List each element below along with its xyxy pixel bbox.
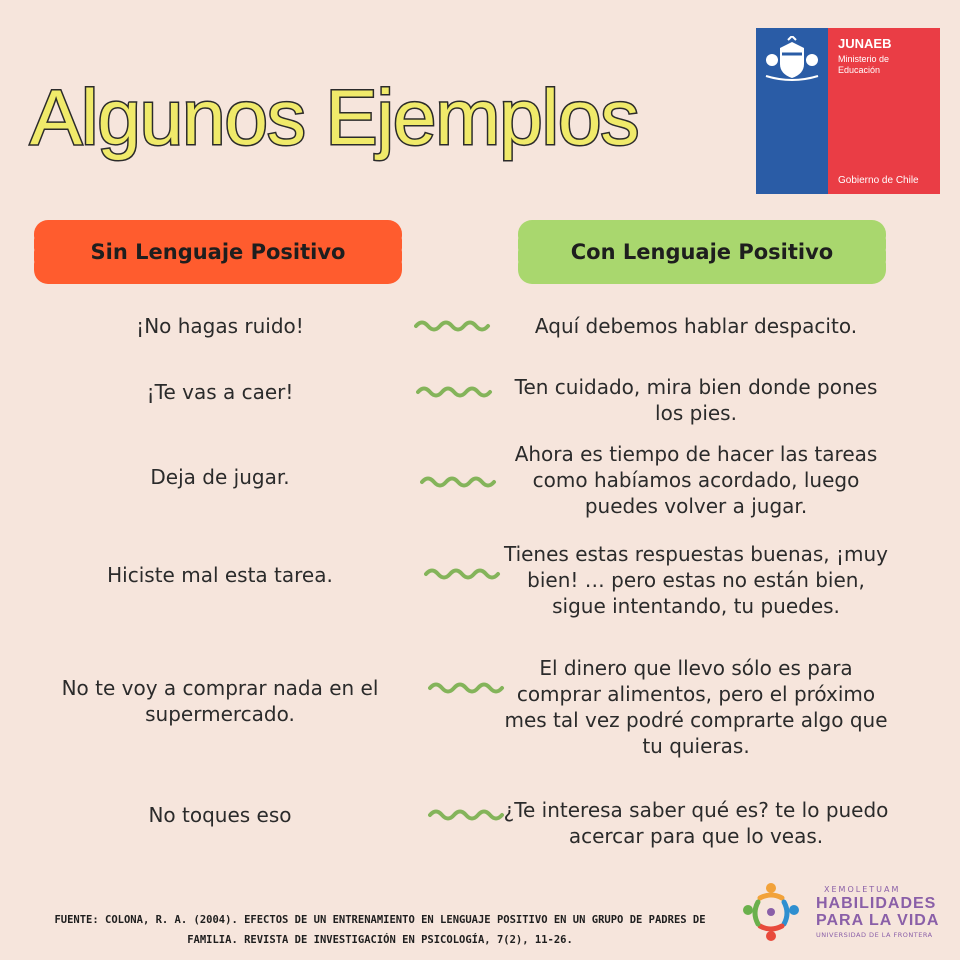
source-citation: FUENTE: COLONA, R. A. (2004). EFECTOS DE UN ENTRENAMIENTO EN LENGUAJE POSITIVO EN UN GRUPO DE PADRES DE FAMILIA. REVISTA DE INVESTIGACIÓN EN PSICOLOGÍA, 7(2), 11-26.: [54, 914, 706, 946]
wavy-line-icon: [416, 382, 496, 402]
header-negative-label: Sin Lenguaje Positivo: [90, 240, 346, 264]
header-positive: [518, 220, 886, 284]
example-negative-5: No te voy a comprar nada en el supermercado.: [61, 676, 379, 726]
partner-logo-line2: PARA LA VIDA: [816, 912, 940, 929]
partner-logo-line1: HABILIDADES: [816, 895, 937, 912]
logo-red-panel: [828, 28, 940, 194]
partner-logo-university: UNIVERSIDAD DE LA FRONTERA: [816, 931, 933, 939]
people-circle-icon: [738, 880, 804, 944]
example-positive-2: Ten cuidado, mira bien donde pones los pies.: [514, 375, 878, 425]
example-positive-3: Ahora es tiempo de hacer las tareas como habíamos acordado, luego puedes volver a jugar.: [514, 442, 878, 518]
header-positive-label: Con Lenguaje Positivo: [570, 240, 834, 264]
wavy-line-icon: [424, 564, 504, 584]
example-positive-1: Aquí debemos hablar despacito.: [534, 314, 858, 338]
logo-government: Gobierno de Chile: [838, 175, 919, 186]
example-positive-6: ¿Te interesa saber qué es? te lo puedo acercar para que lo veas.: [503, 798, 889, 848]
wavy-line-icon: [428, 678, 508, 698]
wavy-line-icon: [420, 472, 500, 492]
example-positive-4: Tienes estas respuestas buenas, ¡muy bien! … pero estas no están bien, sigue intentando, tu puedes.: [503, 542, 889, 618]
page-title: Algunos Ejemplos: [30, 73, 639, 161]
partner-logo-top: XEMOLETUAM: [824, 885, 901, 894]
junaeb-logo: [756, 28, 940, 194]
example-negative-1: ¡No hagas ruido!: [136, 314, 304, 338]
logo-brand: JUNAEB: [838, 36, 892, 51]
example-negative-4: Hiciste mal esta tarea.: [107, 563, 333, 587]
coat-of-arms-icon: [760, 36, 824, 84]
habilidades-logo: [738, 880, 948, 944]
partner-logo-name: [816, 895, 939, 929]
wavy-line-icon: [414, 316, 494, 336]
example-negative-2: ¡Te vas a caer!: [146, 380, 294, 404]
example-positive-5: El dinero que llevo sólo es para comprar alimentos, pero el próximo mes tal vez podré comprarte algo que tu quieras.: [504, 656, 888, 758]
wavy-line-icon: [428, 805, 508, 825]
logo-ministry: Ministerio de Educación: [838, 54, 890, 75]
logo-blue-panel: [756, 28, 828, 194]
example-negative-3: Deja de jugar.: [150, 465, 290, 489]
example-negative-6: No toques eso: [148, 803, 292, 827]
header-negative: [34, 220, 402, 284]
